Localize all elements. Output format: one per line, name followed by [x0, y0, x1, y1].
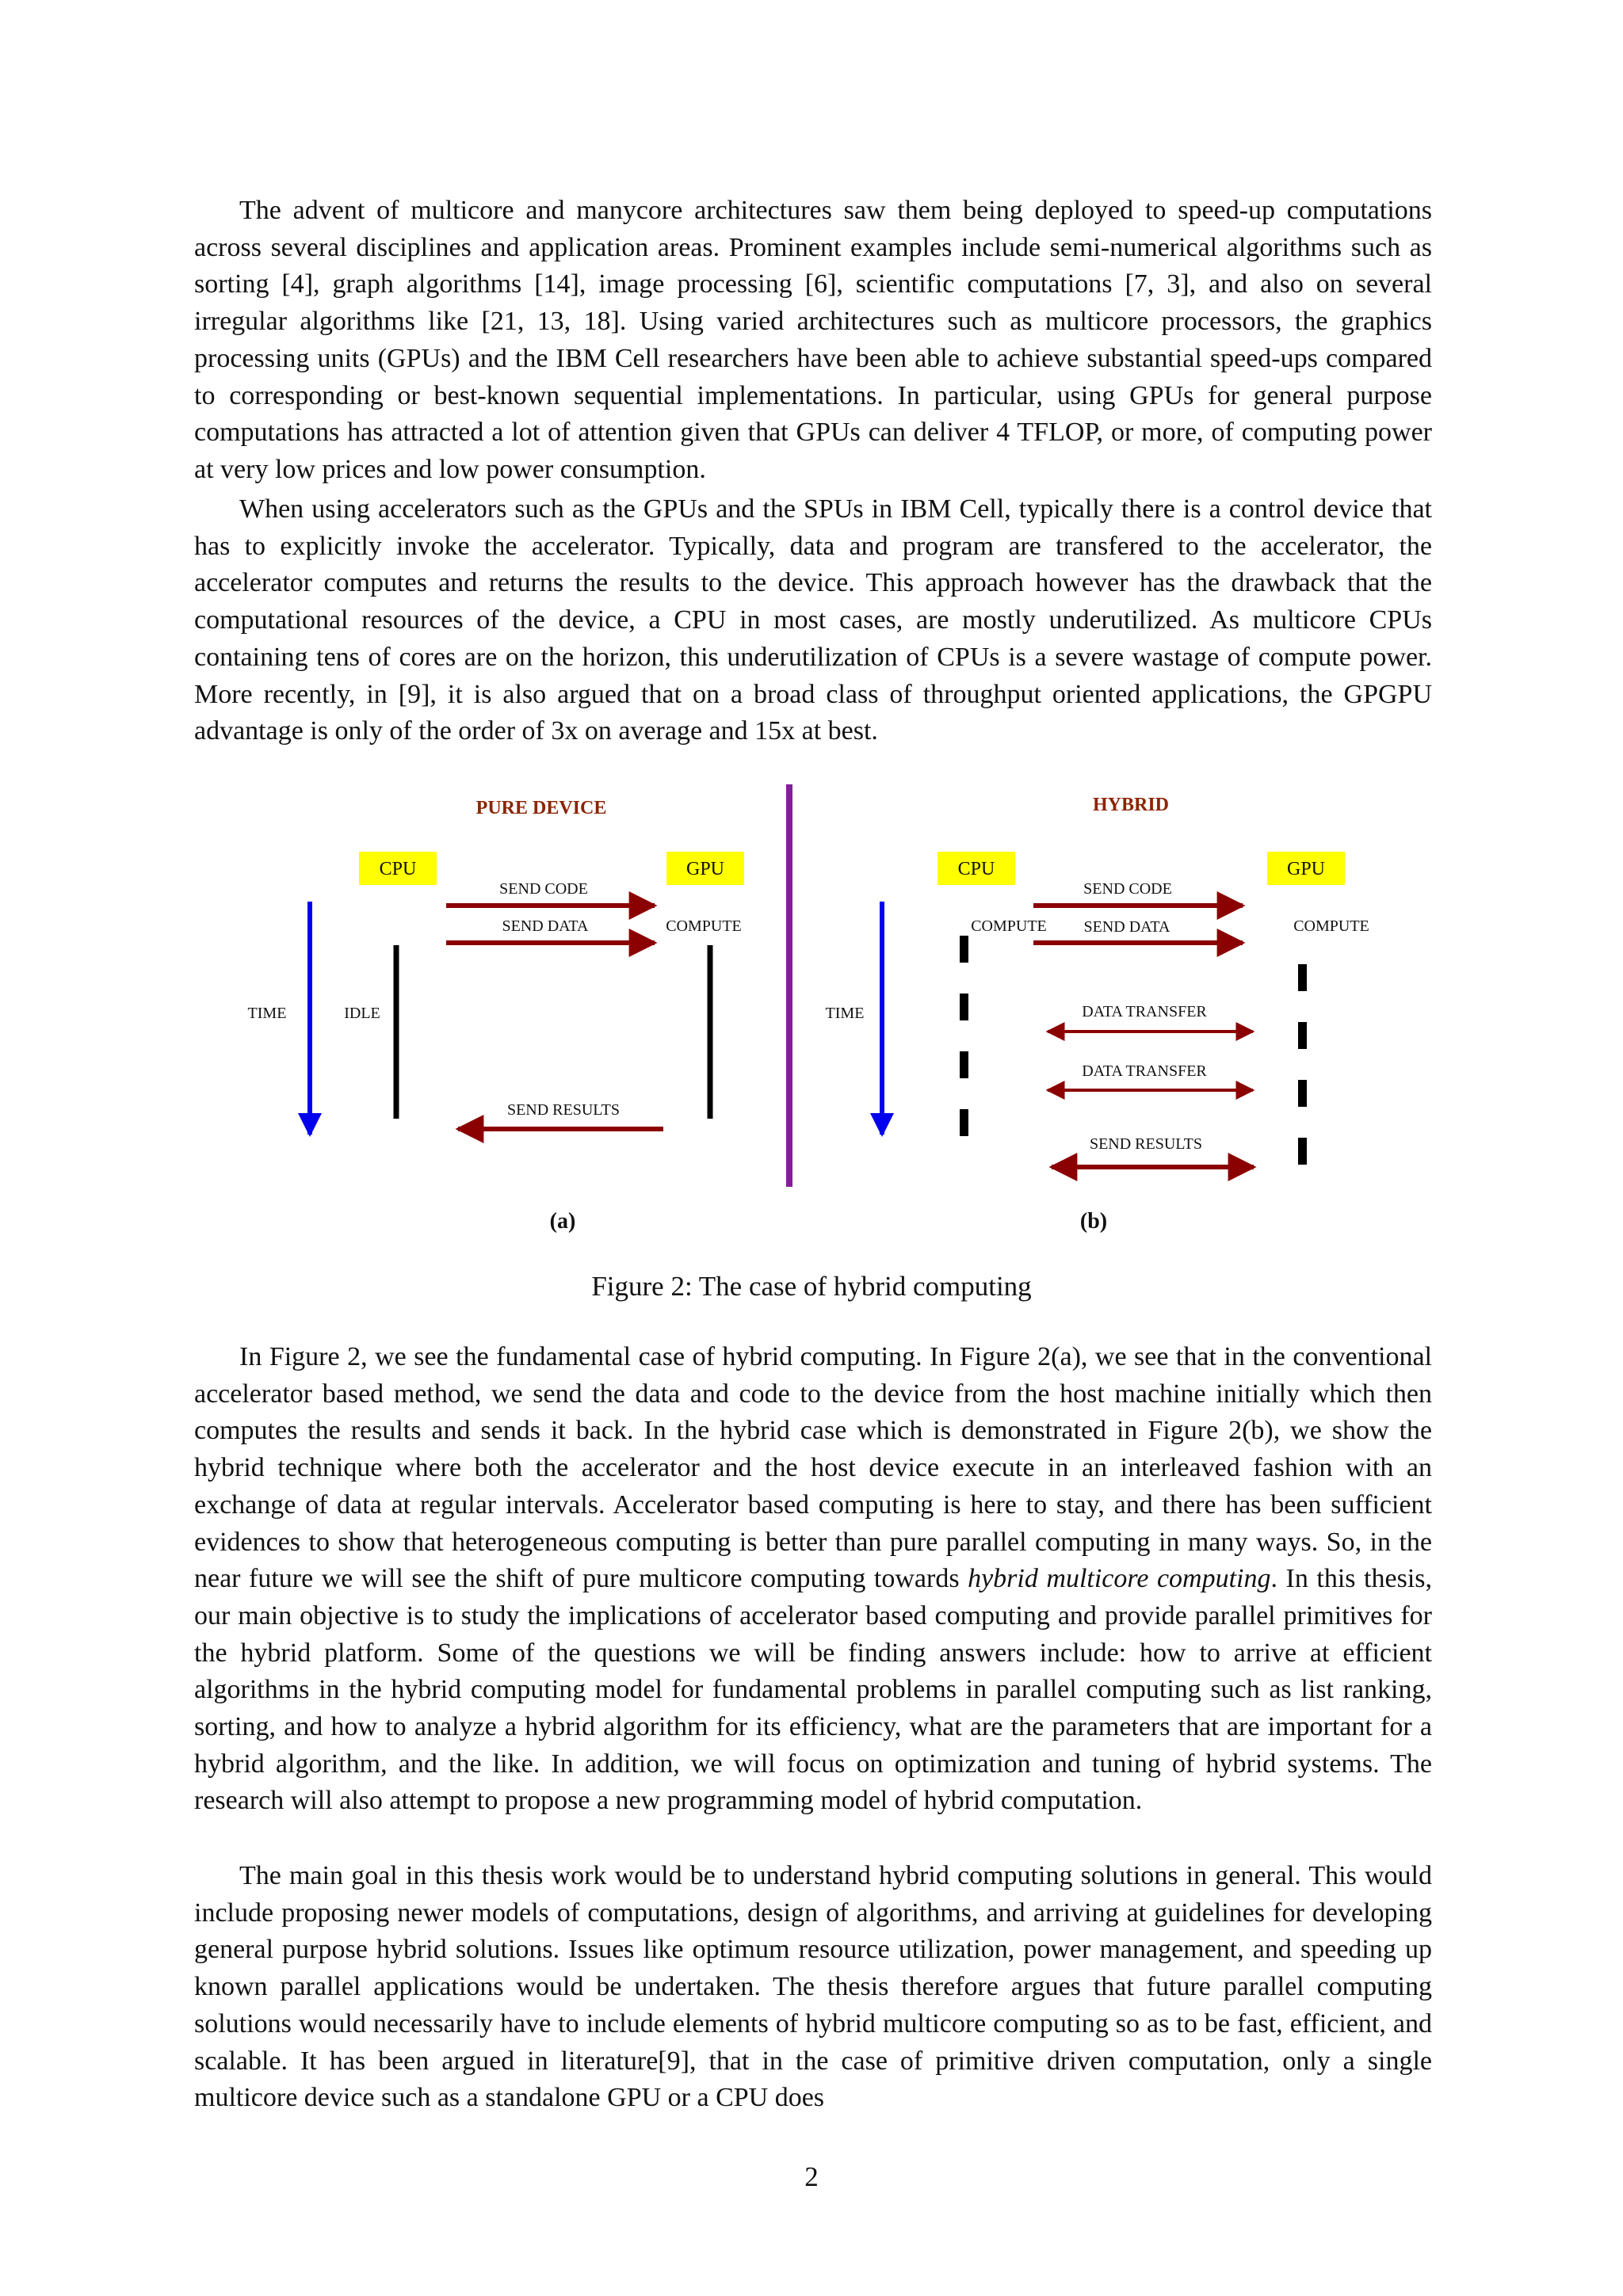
- cpu-label: CPU: [379, 859, 417, 879]
- gpu-label: GPU: [685, 859, 725, 879]
- compute-label: COMPUTE: [666, 917, 742, 935]
- gpu-bar-segment: [1298, 1022, 1307, 1049]
- panel-b-label: (b): [1079, 1209, 1108, 1234]
- send-results-label: SEND RESULTS: [506, 1101, 621, 1119]
- gpu-bar-segment: [1298, 964, 1307, 991]
- panel-a-label: (a): [549, 1209, 576, 1234]
- send-data-label: SEND DATA: [502, 917, 589, 935]
- emphasized-term: hybrid multicore computing: [968, 1564, 1271, 1594]
- paragraph-intro: The advent of multicore and manycore architectures saw them being deployed to speed-up computations across several disciplines and application areas. Prominent examples include semi-numerical algorithms such as sorting [4], graph algorithms [14], image processing [6], scientific computations [7, 3], and also on several irregular algorithms like [21, 13, 18]. Using varied architectures such as multicore processors, the graphics processing units (GPUs) and the IBM Cell researchers have been able to achieve substantial speed-ups compared to corresponding or best-known sequential implementations. In particular, using GPUs for general purpose computations has attracted a lot of attention given that GPUs can deliver 4 TFLOP, or more, of computing power at very low prices and low power consumption.: [194, 196, 1432, 484]
- cpu-compute-label: COMPUTE: [971, 917, 1047, 935]
- figure-hybrid-computing: [0, 776, 1623, 1252]
- cpu-label: CPU: [957, 859, 995, 879]
- gpu-compute-bars: [1298, 964, 1307, 1165]
- panel-a: [248, 798, 744, 1234]
- gpu-bar-segment: [1298, 1080, 1307, 1107]
- cpu-bar-segment: [960, 1109, 968, 1136]
- panel-a-title: PURE DEVICE: [475, 798, 607, 818]
- time-label: TIME: [825, 1005, 865, 1022]
- cpu-bar-segment: [960, 936, 968, 963]
- gpu-bar-segment: [1298, 1138, 1307, 1165]
- cpu-compute-bars: [960, 936, 968, 1136]
- data-transfer-label: DATA TRANSFER: [1082, 1062, 1207, 1080]
- time-label: TIME: [247, 1005, 287, 1022]
- gpu-compute-label: COMPUTE: [1293, 917, 1369, 935]
- data-transfer-label: DATA TRANSFER: [1082, 1003, 1207, 1020]
- gpu-label: GPU: [1286, 859, 1326, 879]
- figure-caption: Figure 2: The case of hybrid computing: [591, 1271, 1032, 1302]
- cpu-bar-segment: [960, 994, 968, 1020]
- idle-label: IDLE: [344, 1005, 380, 1022]
- paragraph-accelerators: When using accelerators such as the GPUs and the SPUs in IBM Cell, typically there is a control device that has to explicitly invoke the accelerator. Typically, data and program are transfered to the accelerator, the accelerator computes and returns the results to the device. This approach however has the drawback that the computational resources of the device, a CPU in most cases, are mostly underutilized. As multicore CPUs containing tens of cores are on the horizon, this underutilization of CPUs is a severe wastage of compute power. More recently, in [9], it is also argued that on a broad class of throughput oriented applications, the GPGPU advantage is only of the order of 3x on average and 15x at best.: [194, 494, 1432, 746]
- send-code-label: SEND CODE: [499, 880, 588, 898]
- paragraph-text: In Figure 2, we see the fundamental case of hybrid computing. In Figure 2(a), we see that in the conventional accelerator based method, we send the data and code to the device from the host machine initially which then computes the results and sends it back. In the hybrid case which is demonstrated in Figure 2(b), we show the hybrid technique where both the accelerator and the host device execute in an interleaved fashion with an exchange of data at regular intervals. Accelerator based computing is here to stay, and there has been sufficient evidences to show that heterogeneous computing is better than pure parallel computing in many ways. So, in the near future we will see the shift of pure multicore computing towards: [194, 1342, 1432, 1594]
- send-results-label: SEND RESULTS: [1089, 1135, 1203, 1153]
- panel-b: [826, 795, 1369, 1234]
- panel-b-title: HYBRID: [1092, 795, 1170, 815]
- paragraph-thesis-goal: The main goal in this thesis work would be to understand hybrid computing solutions in general. This would include proposing newer models of computations, design of algorithms, and arriving at guidelines for developing general purpose hybrid solutions. Issues like optimum resource utilization, power management, and speeding up known parallel applications would be undertaken. The thesis therefore argues that future parallel computing solutions would necessarily have to include elements of hybrid multicore computing so as to be fast, efficient, and scalable. It has been argued in literature[9], that in the case of primitive driven computation, only a single multicore device such as a standalone GPU or a CPU does: [194, 1861, 1432, 2113]
- paragraph-figure-discussion: [194, 1339, 1432, 1820]
- send-data-label: SEND DATA: [1083, 918, 1170, 936]
- cpu-bar-segment: [960, 1051, 968, 1078]
- page-number: 2: [804, 2161, 819, 2192]
- paragraph-text: . In this thesis, our main objective is to study the implications of accelerator based computing and provide parallel primitives for the hybrid platform. Some of the questions we will be finding answers include: how to arrive at efficient algorithms in the hybrid computing model for fundamental problems in parallel computing such as list ranking, sorting, and how to analyze a hybrid algorithm for its efficiency, what are the parameters that are important for a hybrid algorithm, and the like. In addition, we will focus on optimization and tuning of hybrid systems. The research will also attempt to propose a new programming model of hybrid computation.: [194, 1564, 1432, 1816]
- send-code-label: SEND CODE: [1083, 880, 1172, 898]
